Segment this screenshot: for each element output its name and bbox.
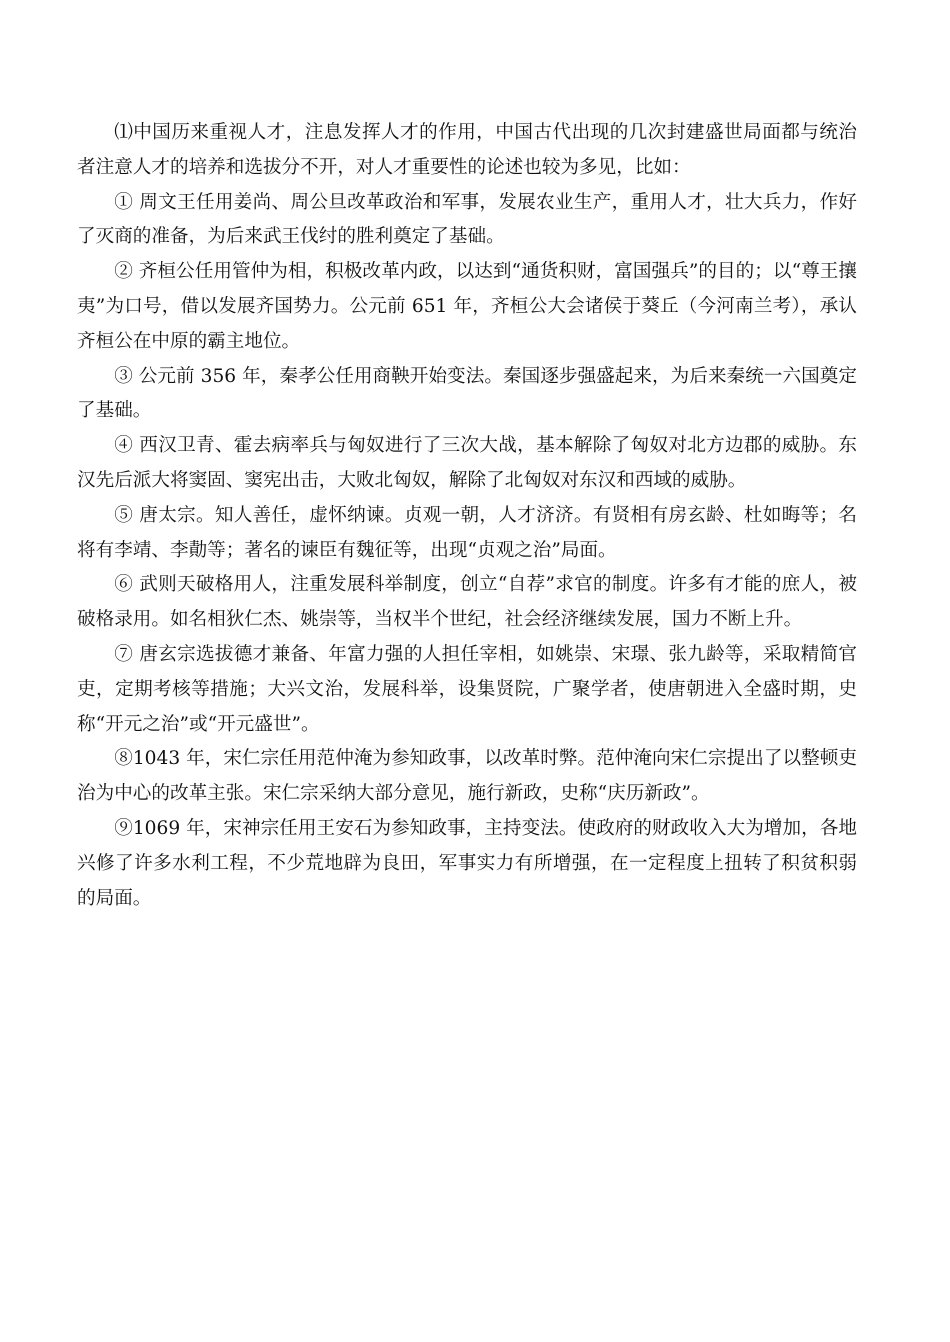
intro-paragraph: ⑴中国历来重视人才，注息发挥人才的作用，中国古代出现的几次封建盛世局面都与统治者注意人才的培养和选拔分不开，对人才重要性的论述也较为多见，比如： (77, 122, 857, 178)
document-body (77, 116, 857, 916)
list-item-8: ⑧1043 年，宋仁宗任用范仲淹为参知政事，以改革时弊。范仲淹向宋仁宗提出了以整顿吏治为中心的改革主张。宋仁宗采纳大部分意见，施行新政，史称“庆历新政”。 (77, 748, 857, 805)
list-item-7: ⑦ 唐玄宗选拔德才兼备、年富力强的人担任宰相，如姚崇、宋璟、张九龄等，采取精简官吏，定期考核等措施；大兴文治，发展科举，设集贤院，广聚学者，使唐朝进入全盛时期，史称“开元之治”或“开元盛世”。 (77, 643, 857, 735)
list-item-2: ② 齐桓公任用管仲为相，积极改革内政，以达到“通货积财，富国强兵”的目的；以“尊王攘夷”为口号，借以发展齐国势力。公元前 651 年，齐桓公大会诸侯于葵丘（今河南兰考），承认齐桓公在中原的霸主地位。 (77, 261, 857, 352)
list-item-4: ④ 西汉卫青、霍去病率兵与匈奴进行了三次大战，基本解除了匈奴对北方边郡的威胁。东汉先后派大将窦固、窦宪出击，大败北匈奴，解除了北匈奴对东汉和西域的威胁。 (77, 435, 857, 491)
list-item-6: ⑥ 武则天破格用人，注重发展科举制度，创立“自荐”求官的制度。许多有才能的庶人，被破格录用。如名相狄仁杰、姚崇等，当权半个世纪，社会经济继续发展，国力不断上升。 (77, 574, 857, 631)
list-item-5: ⑤ 唐太宗。知人善任，虚怀纳谏。贞观一朝，人才济济。有贤相有房玄龄、杜如晦等；名将有李靖、李勣等；著名的谏臣有魏征等，出现“贞观之治”局面。 (77, 504, 857, 561)
list-item-3: ③ 公元前 356 年，秦孝公任用商鞅开始变法。秦国逐步强盛起来，为后来秦统一六国奠定了基础。 (77, 365, 857, 422)
list-item-1: ① 周文王任用姜尚、周公旦改革政治和军事，发展农业生产，重用人才，壮大兵力，作好了灭商的准备，为后来武王伐纣的胜利奠定了基础。 (77, 191, 857, 248)
list-item-9: ⑨1069 年，宋神宗任用王安石为参知政事，主持变法。使政府的财政收入大为增加，各地兴修了许多水利工程，不少荒地辟为良田，军事实力有所增强，在一定程度上扭转了积贫积弱的局面。 (77, 817, 857, 909)
